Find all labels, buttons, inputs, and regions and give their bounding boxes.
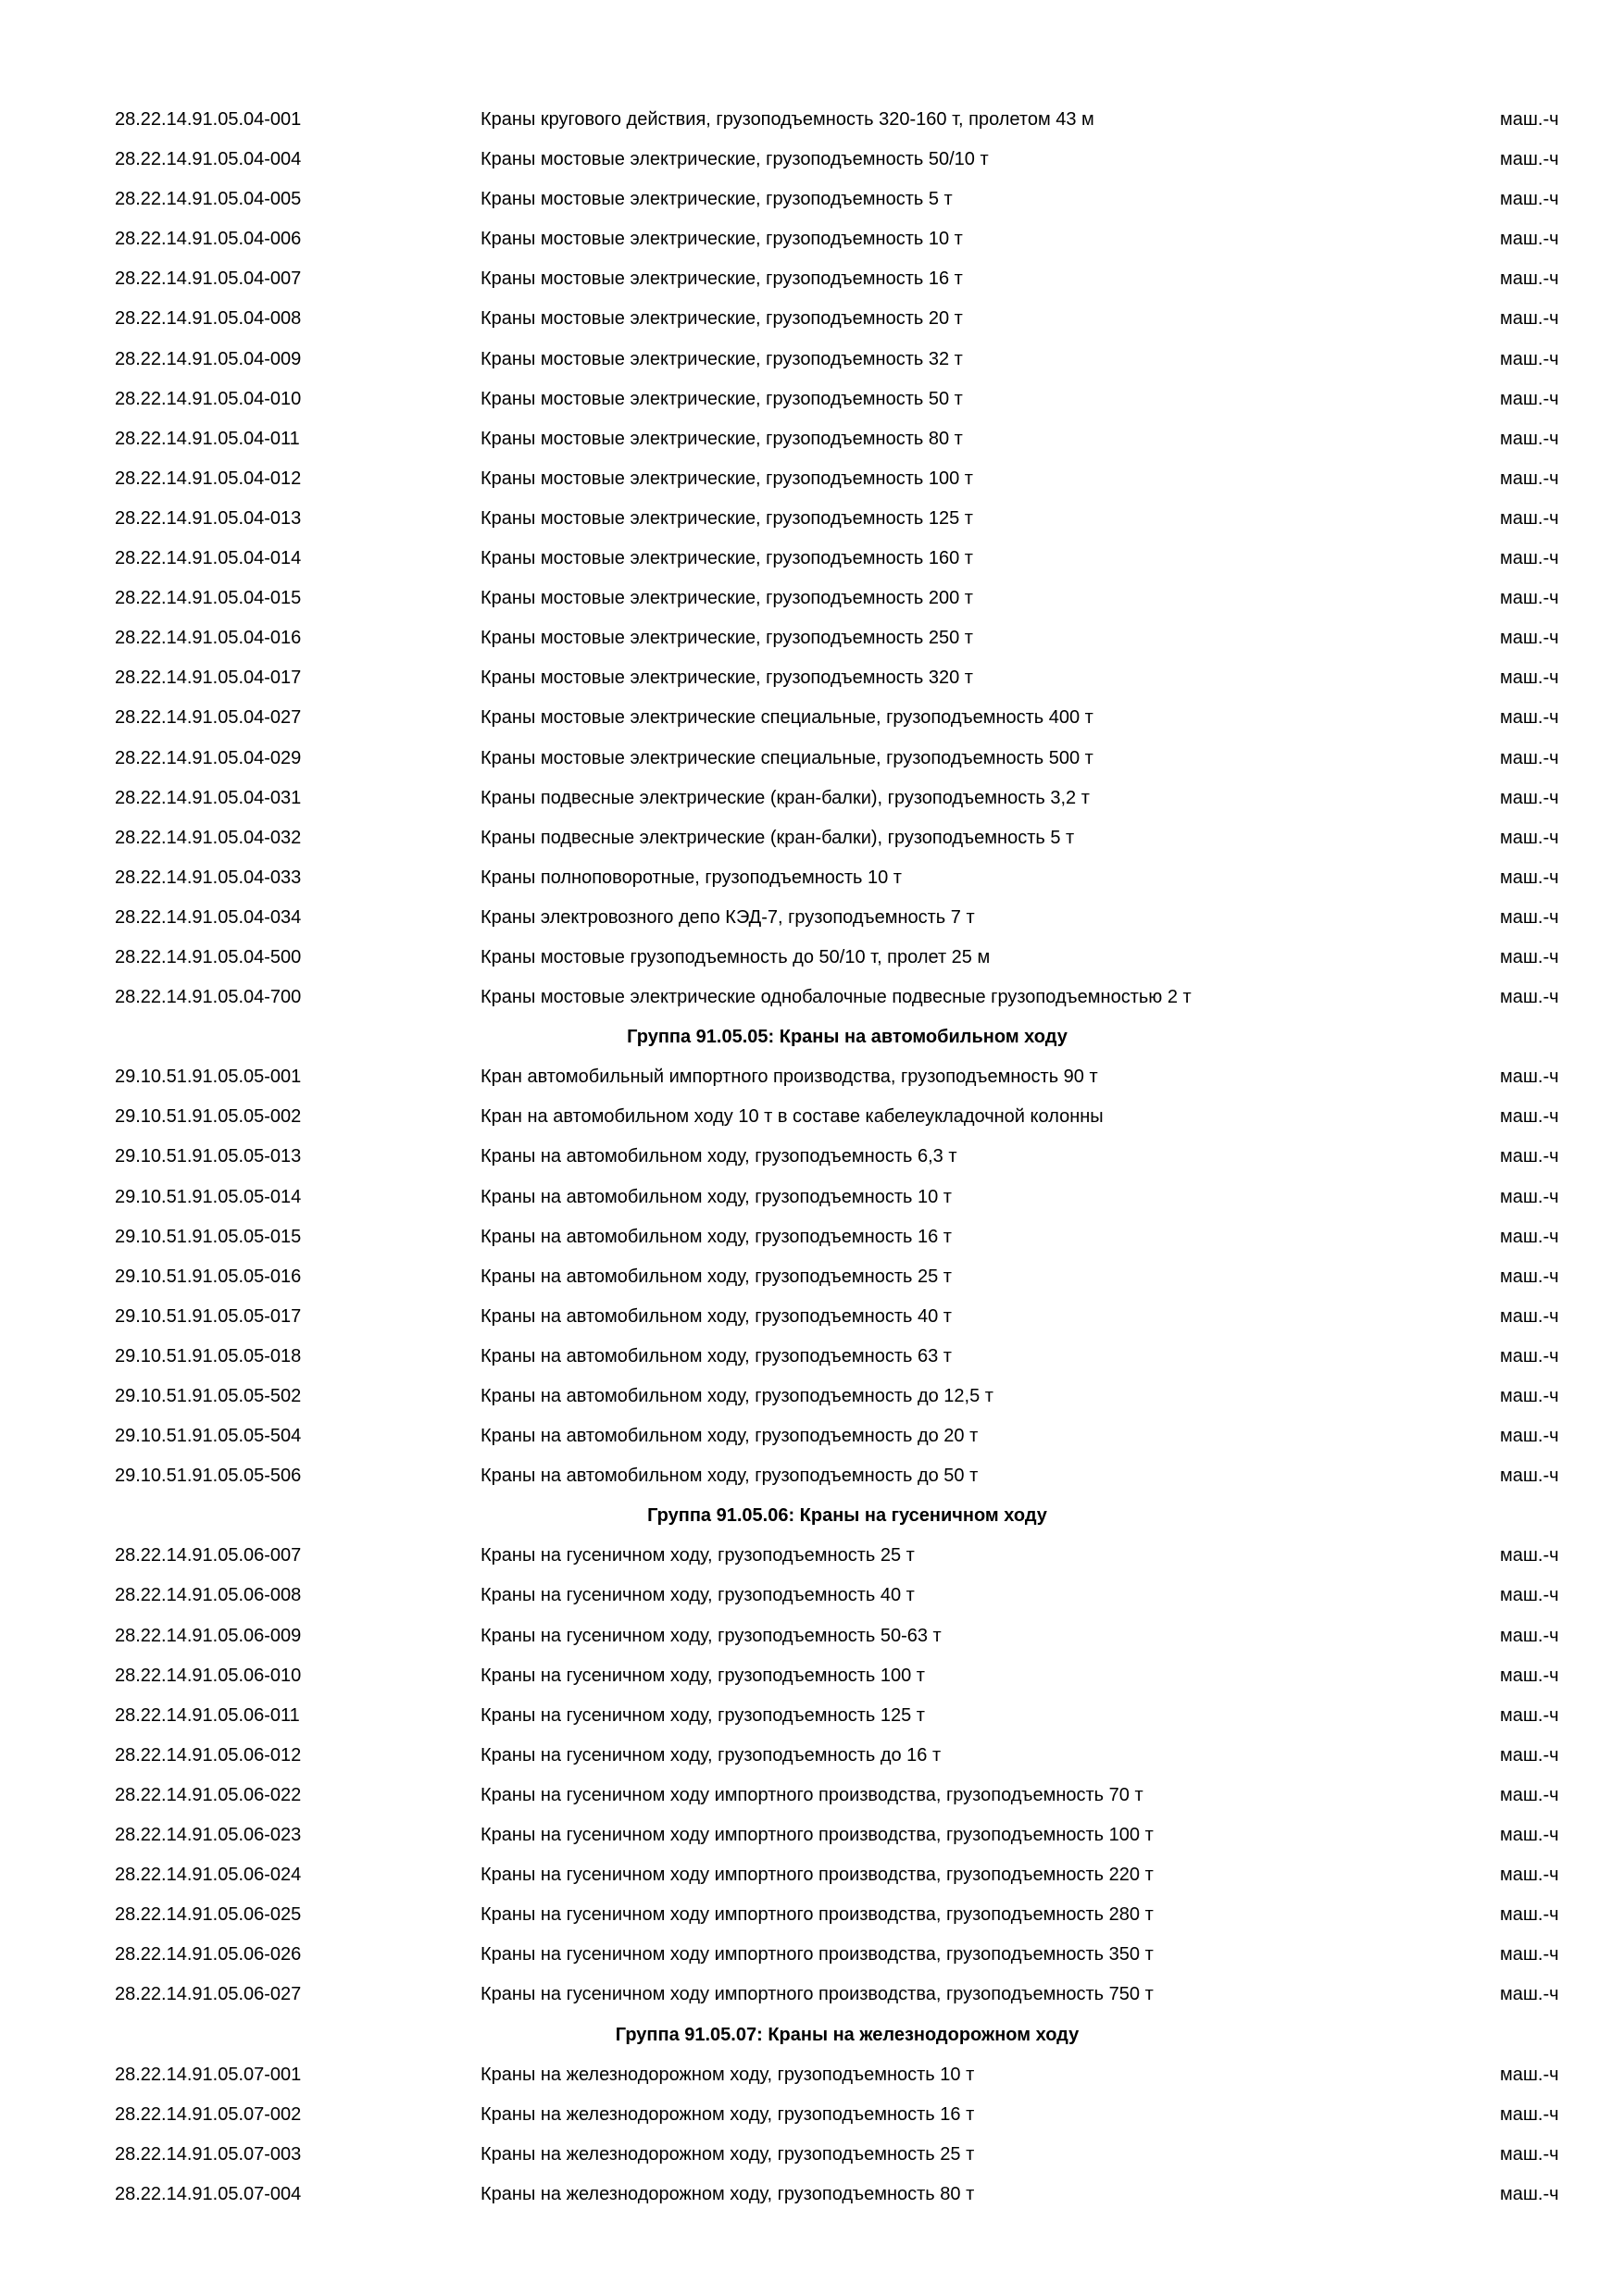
table-row	[0, 1935, 1624, 1975]
resource-code: 28.22.14.91.05.04-016	[115, 628, 302, 649]
resource-name: Краны мостовые электрические, грузоподъемность 50 т	[481, 388, 963, 409]
resource-name: Краны мостовые электрические однобалочные подвесные грузоподъемностью 2 т	[481, 987, 1192, 1008]
resource-name: Кран на автомобильном ходу 10 т в составе кабелеукладочной колонны	[481, 1106, 1104, 1128]
unit-of-measure: маш.-ч	[1500, 1226, 1559, 1247]
resource-name: Краны мостовые электрические, грузоподъемность 5 т	[481, 189, 953, 210]
unit-of-measure: маш.-ч	[1500, 1944, 1559, 1965]
unit-of-measure: маш.-ч	[1500, 1266, 1559, 1287]
table-row	[0, 1217, 1624, 1257]
resource-name: Краны мостовые электрические специальные, грузоподъемность 500 т	[481, 747, 1093, 768]
table-row	[0, 219, 1624, 259]
resource-code: 28.22.14.91.05.06-024	[115, 1865, 302, 1886]
document-page	[0, 100, 1624, 2215]
unit-of-measure: маш.-ч	[1500, 189, 1559, 210]
resource-name: Краны полноповоротные, грузоподъемность 10 т	[481, 867, 902, 888]
unit-of-measure: маш.-ч	[1500, 1186, 1559, 1207]
table-row	[0, 380, 1624, 419]
table-row	[0, 1855, 1624, 1895]
resource-name: Краны на автомобильном ходу, грузоподъемность до 12,5 т	[481, 1386, 993, 1406]
resource-code: 28.22.14.91.05.04-013	[115, 507, 302, 529]
resource-code: 28.22.14.91.05.04-031	[115, 787, 302, 808]
resource-code: 28.22.14.91.05.04-500	[115, 946, 302, 967]
table-row	[0, 340, 1624, 380]
resource-code: 28.22.14.91.05.06-010	[115, 1665, 302, 1686]
resource-name: Краны мостовые электрические, грузоподъемность 125 т	[481, 507, 973, 529]
resource-name: Краны на гусеничном ходу импортного производства, грузоподъемность 350 т	[481, 1944, 1154, 1965]
resource-code: 28.22.14.91.05.06-012	[115, 1744, 302, 1766]
resource-code: 28.22.14.91.05.07-004	[115, 2183, 302, 2204]
resource-code: 28.22.14.91.05.04-007	[115, 268, 302, 290]
resource-name: Краны на автомобильном ходу, грузоподъемность 25 т	[481, 1266, 952, 1287]
unit-of-measure: маш.-ч	[1500, 1067, 1559, 1088]
resource-name: Краны мостовые электрические специальные, грузоподъемность 400 т	[481, 707, 1093, 729]
resource-name: Краны мостовые электрические, грузоподъемность 80 т	[481, 428, 963, 449]
unit-of-measure: маш.-ч	[1500, 2103, 1559, 2125]
resource-name: Краны мостовые электрические, грузоподъемность 100 т	[481, 468, 973, 489]
table-row	[0, 299, 1624, 339]
unit-of-measure: маш.-ч	[1500, 1585, 1559, 1606]
resource-name: Краны подвесные электрические (кран-балки), грузоподъемность 3,2 т	[481, 787, 1090, 808]
resource-code: 29.10.51.91.05.05-002	[115, 1106, 302, 1128]
resource-code: 28.22.14.91.05.04-011	[115, 428, 300, 449]
table-row	[0, 1097, 1624, 1137]
group-heading: Группа 91.05.05: Краны на автомобильном ходу	[627, 1027, 1068, 1048]
resource-code: 28.22.14.91.05.06-011	[115, 1704, 300, 1726]
table-row	[0, 1656, 1624, 1696]
resource-name: Краны на гусеничном ходу импортного производства, грузоподъемность 280 т	[481, 1904, 1154, 1926]
unit-of-measure: маш.-ч	[1500, 707, 1559, 729]
unit-of-measure: маш.-ч	[1500, 268, 1559, 290]
resource-code: 28.22.14.91.05.04-001	[115, 109, 302, 130]
table-row	[0, 1178, 1624, 1217]
unit-of-measure: маш.-ч	[1500, 1784, 1559, 1805]
unit-of-measure: маш.-ч	[1500, 428, 1559, 449]
resource-name: Краны на автомобильном ходу, грузоподъемность 40 т	[481, 1305, 952, 1327]
resource-code: 28.22.14.91.05.04-015	[115, 588, 302, 609]
resource-name: Кран автомобильный импортного производства, грузоподъемность 90 т	[481, 1067, 1098, 1088]
resource-name: Краны на гусеничном ходу, грузоподъемность 125 т	[481, 1704, 925, 1726]
resource-name: Краны электровозного депо КЭД-7, грузоподъемность 7 т	[481, 906, 975, 928]
unit-of-measure: маш.-ч	[1500, 1704, 1559, 1726]
resource-name: Краны на гусеничном ходу импортного производства, грузоподъемность 100 т	[481, 1825, 1154, 1846]
resource-name: Краны на гусеничном ходу, грузоподъемность 25 т	[481, 1545, 915, 1566]
resource-code: 28.22.14.91.05.04-010	[115, 388, 302, 409]
unit-of-measure: маш.-ч	[1500, 1386, 1559, 1406]
resource-code: 28.22.14.91.05.06-025	[115, 1904, 302, 1926]
unit-of-measure: маш.-ч	[1500, 1146, 1559, 1167]
table-row	[0, 1377, 1624, 1416]
unit-of-measure: маш.-ч	[1500, 628, 1559, 649]
resource-code: 28.22.14.91.05.04-014	[115, 548, 302, 569]
table-row	[0, 1416, 1624, 1456]
unit-of-measure: маш.-ч	[1500, 468, 1559, 489]
resource-code: 28.22.14.91.05.04-700	[115, 987, 302, 1008]
resource-code: 28.22.14.91.05.06-026	[115, 1944, 302, 1965]
unit-of-measure: маш.-ч	[1500, 149, 1559, 170]
table-row	[0, 1975, 1624, 2015]
unit-of-measure: маш.-ч	[1500, 1426, 1559, 1447]
table-row	[0, 938, 1624, 978]
table-row	[0, 1576, 1624, 1616]
table-row	[0, 698, 1624, 738]
unit-of-measure: маш.-ч	[1500, 507, 1559, 529]
resource-code: 28.22.14.91.05.06-009	[115, 1625, 302, 1646]
resource-code: 29.10.51.91.05.05-018	[115, 1345, 302, 1366]
resource-code: 29.10.51.91.05.05-506	[115, 1466, 302, 1487]
resource-code: 28.22.14.91.05.04-017	[115, 668, 302, 689]
unit-of-measure: маш.-ч	[1500, 229, 1559, 250]
resource-code: 28.22.14.91.05.04-009	[115, 348, 302, 369]
unit-of-measure: маш.-ч	[1500, 1305, 1559, 1327]
table-row	[0, 858, 1624, 898]
table-row	[0, 1616, 1624, 1656]
resource-code: 28.22.14.91.05.04-029	[115, 747, 302, 768]
resource-code: 28.22.14.91.05.04-012	[115, 468, 302, 489]
unit-of-measure: маш.-ч	[1500, 1106, 1559, 1128]
unit-of-measure: маш.-ч	[1500, 109, 1559, 130]
table-row	[0, 499, 1624, 539]
unit-of-measure: маш.-ч	[1500, 747, 1559, 768]
unit-of-measure: маш.-ч	[1500, 1825, 1559, 1846]
unit-of-measure: маш.-ч	[1500, 2064, 1559, 2085]
resource-code: 29.10.51.91.05.05-014	[115, 1186, 302, 1207]
resource-code: 29.10.51.91.05.05-017	[115, 1305, 302, 1327]
table-row	[0, 2135, 1624, 2175]
table-row	[0, 1776, 1624, 1816]
unit-of-measure: маш.-ч	[1500, 1984, 1559, 2005]
resource-code: 29.10.51.91.05.05-013	[115, 1146, 302, 1167]
unit-of-measure: маш.-ч	[1500, 1744, 1559, 1766]
resource-code: 28.22.14.91.05.07-002	[115, 2103, 302, 2125]
table-row	[0, 579, 1624, 618]
unit-of-measure: маш.-ч	[1500, 787, 1559, 808]
unit-of-measure: маш.-ч	[1500, 308, 1559, 330]
table-row	[0, 739, 1624, 779]
table-row	[0, 1257, 1624, 1297]
unit-of-measure: маш.-ч	[1500, 946, 1559, 967]
table-row	[0, 259, 1624, 299]
table-row	[0, 1456, 1624, 1496]
resource-code: 28.22.14.91.05.04-032	[115, 827, 302, 848]
table-row	[0, 1057, 1624, 1097]
table-row	[0, 1736, 1624, 1776]
table-row	[0, 459, 1624, 499]
group-heading: Группа 91.05.06: Краны на гусеничном ходу	[647, 1505, 1047, 1527]
unit-of-measure: маш.-ч	[1500, 1865, 1559, 1886]
resource-name: Краны на автомобильном ходу, грузоподъемность до 20 т	[481, 1426, 979, 1447]
unit-of-measure: маш.-ч	[1500, 987, 1559, 1008]
table-row	[0, 419, 1624, 459]
table-row	[0, 1297, 1624, 1337]
unit-of-measure: маш.-ч	[1500, 1345, 1559, 1366]
resource-name: Краны на железнодорожном ходу, грузоподъемность 16 т	[481, 2103, 975, 2125]
resource-name: Краны мостовые электрические, грузоподъемность 320 т	[481, 668, 973, 689]
resource-name: Краны на гусеничном ходу импортного производства, грузоподъемность 750 т	[481, 1984, 1154, 2005]
table-row	[0, 1816, 1624, 1855]
unit-of-measure: маш.-ч	[1500, 668, 1559, 689]
table-row	[0, 658, 1624, 698]
unit-of-measure: маш.-ч	[1500, 2143, 1559, 2165]
resource-name: Краны мостовые электрические, грузоподъемность 10 т	[481, 229, 963, 250]
resource-code: 28.22.14.91.05.07-001	[115, 2064, 302, 2085]
resource-code: 28.22.14.91.05.04-033	[115, 867, 302, 888]
unit-of-measure: маш.-ч	[1500, 548, 1559, 569]
resource-name: Краны мостовые электрические, грузоподъемность 16 т	[481, 268, 963, 290]
resource-name: Краны кругового действия, грузоподъемность 320-160 т, пролетом 43 м	[481, 109, 1094, 130]
unit-of-measure: маш.-ч	[1500, 1904, 1559, 1926]
resource-name: Краны на железнодорожном ходу, грузоподъемность 25 т	[481, 2143, 975, 2165]
table-row	[0, 1696, 1624, 1736]
resource-code: 28.22.14.91.05.04-004	[115, 149, 302, 170]
resource-code: 28.22.14.91.05.04-005	[115, 189, 302, 210]
resource-name: Краны мостовые электрические, грузоподъемность 200 т	[481, 588, 973, 609]
resource-name: Краны мостовые электрические, грузоподъемность 50/10 т	[481, 149, 989, 170]
resource-name: Краны мостовые грузоподъемность до 50/10 т, пролет 25 м	[481, 946, 991, 967]
resource-name: Краны на автомобильном ходу, грузоподъемность 16 т	[481, 1226, 952, 1247]
resource-name: Краны на гусеничном ходу импортного производства, грузоподъемность 220 т	[481, 1865, 1154, 1886]
unit-of-measure: маш.-ч	[1500, 1625, 1559, 1646]
resource-code: 28.22.14.91.05.04-027	[115, 707, 302, 729]
table-row	[0, 100, 1624, 140]
resource-name: Краны на гусеничном ходу, грузоподъемность 40 т	[481, 1585, 915, 1606]
resource-code: 28.22.14.91.05.04-006	[115, 229, 302, 250]
resource-code: 28.22.14.91.05.06-007	[115, 1545, 302, 1566]
resource-name: Краны на железнодорожном ходу, грузоподъемность 80 т	[481, 2183, 975, 2204]
table-row	[0, 1137, 1624, 1177]
resource-name: Краны на железнодорожном ходу, грузоподъемность 10 т	[481, 2064, 975, 2085]
resource-code: 28.22.14.91.05.04-008	[115, 308, 302, 330]
table-row	[0, 978, 1624, 1017]
resource-name: Краны подвесные электрические (кран-балки), грузоподъемность 5 т	[481, 827, 1075, 848]
resource-code: 29.10.51.91.05.05-502	[115, 1386, 302, 1406]
resource-name: Краны мостовые электрические, грузоподъемность 20 т	[481, 308, 963, 330]
resource-name: Краны на автомобильном ходу, грузоподъемность 6,3 т	[481, 1146, 957, 1167]
group-heading: Группа 91.05.07: Краны на железнодорожном ходу	[615, 2024, 1080, 2045]
resource-code: 28.22.14.91.05.04-034	[115, 906, 302, 928]
table-row	[0, 140, 1624, 180]
table-row	[0, 898, 1624, 938]
table-row	[0, 1536, 1624, 1576]
resource-code: 29.10.51.91.05.05-015	[115, 1226, 302, 1247]
resource-code: 29.10.51.91.05.05-001	[115, 1067, 302, 1088]
table-row	[0, 1337, 1624, 1377]
unit-of-measure: маш.-ч	[1500, 1545, 1559, 1566]
unit-of-measure: маш.-ч	[1500, 348, 1559, 369]
unit-of-measure: маш.-ч	[1500, 388, 1559, 409]
unit-of-measure: маш.-ч	[1500, 1665, 1559, 1686]
resource-code: 28.22.14.91.05.06-008	[115, 1585, 302, 1606]
resource-name: Краны на автомобильном ходу, грузоподъемность до 50 т	[481, 1466, 979, 1487]
table-row	[0, 779, 1624, 818]
resource-name: Краны на автомобильном ходу, грузоподъемность 10 т	[481, 1186, 952, 1207]
resource-name: Краны на гусеничном ходу импортного производства, грузоподъемность 70 т	[481, 1784, 1143, 1805]
resource-name: Краны на автомобильном ходу, грузоподъемность 63 т	[481, 1345, 952, 1366]
resource-name: Краны на гусеничном ходу, грузоподъемность до 16 т	[481, 1744, 942, 1766]
table-row	[0, 618, 1624, 658]
resource-code: 29.10.51.91.05.05-016	[115, 1266, 302, 1287]
resource-code: 28.22.14.91.05.06-022	[115, 1784, 302, 1805]
table-row	[0, 2055, 1624, 2095]
resource-code: 28.22.14.91.05.06-023	[115, 1825, 302, 1846]
unit-of-measure: маш.-ч	[1500, 827, 1559, 848]
unit-of-measure: маш.-ч	[1500, 906, 1559, 928]
resource-name: Краны на гусеничном ходу, грузоподъемность 100 т	[481, 1665, 925, 1686]
table-row	[0, 539, 1624, 579]
resource-code: 28.22.14.91.05.07-003	[115, 2143, 302, 2165]
table-row	[0, 2095, 1624, 2135]
table-row	[0, 180, 1624, 219]
unit-of-measure: маш.-ч	[1500, 867, 1559, 888]
resource-name: Краны мостовые электрические, грузоподъемность 250 т	[481, 628, 973, 649]
resource-name: Краны мостовые электрические, грузоподъемность 160 т	[481, 548, 973, 569]
unit-of-measure: маш.-ч	[1500, 588, 1559, 609]
unit-of-measure: маш.-ч	[1500, 1466, 1559, 1487]
resource-name: Краны мостовые электрические, грузоподъемность 32 т	[481, 348, 963, 369]
table-row	[0, 2175, 1624, 2215]
resource-name: Краны на гусеничном ходу, грузоподъемность 50-63 т	[481, 1625, 942, 1646]
resource-code: 29.10.51.91.05.05-504	[115, 1426, 302, 1447]
unit-of-measure: маш.-ч	[1500, 2183, 1559, 2204]
table-row	[0, 818, 1624, 858]
table-row	[0, 1895, 1624, 1935]
resource-code: 28.22.14.91.05.06-027	[115, 1984, 302, 2005]
